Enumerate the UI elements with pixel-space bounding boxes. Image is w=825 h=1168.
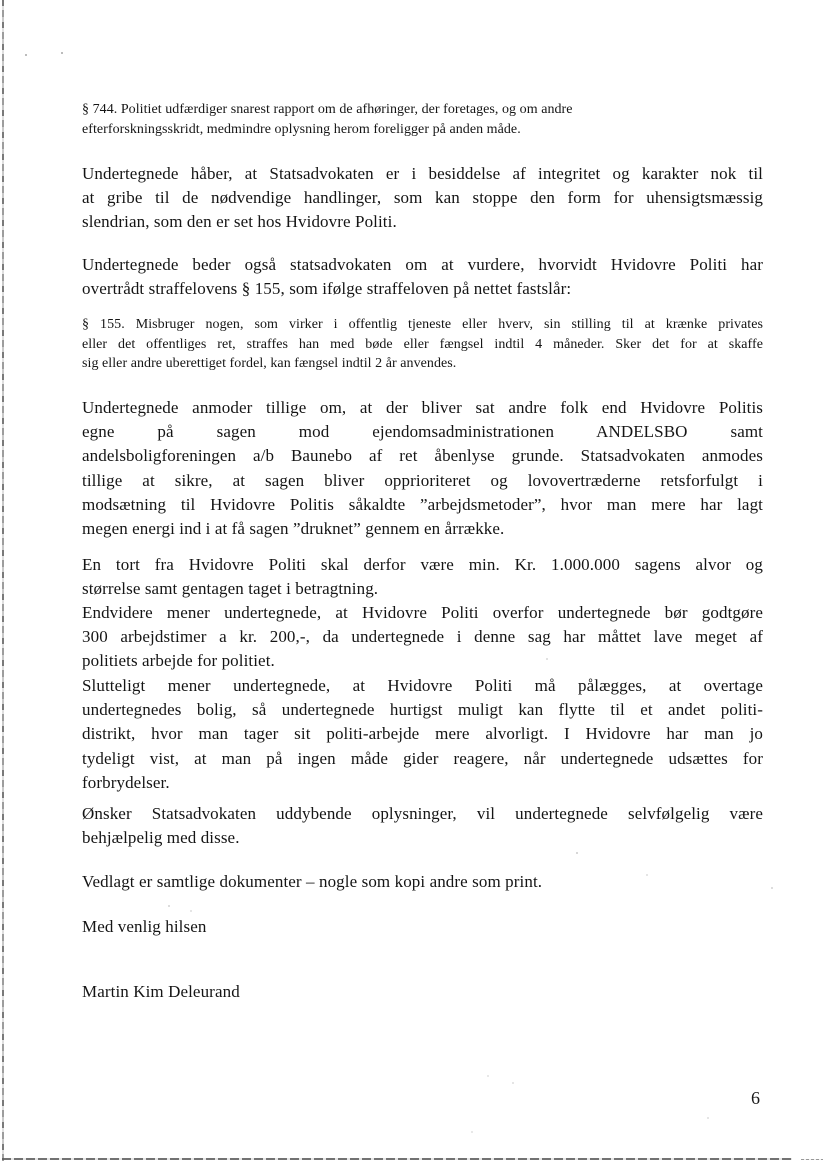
text-line: Martin Kim Deleurand <box>82 982 240 1001</box>
text-line: overtrådt straffelovens § 155, som ifølge straffeloven på nettet fastslår: <box>82 279 572 299</box>
text-line: megen energi ind i at få sagen ”druknet” gennem en årrække. <box>82 519 505 539</box>
paragraph-para-anmoder <box>82 396 763 541</box>
text-line: egne på sagen mod ejendomsadministrationen ANDELSBO samt <box>82 422 763 442</box>
scan-speck <box>61 52 63 54</box>
paragraph-para-endvidere <box>82 601 763 674</box>
text-line: § 155. Misbruger nogen, som virker i offentlig tjeneste eller hverv, sin stilling til at krænke privates <box>82 317 763 332</box>
text-line: tillige at sikre, at sagen bliver opprioriteret og lovovertræderne retsforfulgt i <box>82 470 763 490</box>
scan-speck <box>771 887 773 889</box>
scan-speck <box>512 1082 514 1084</box>
paragraph-statute-155 <box>82 315 763 374</box>
paragraph-para-vedlagt <box>82 870 763 894</box>
text-line: Undertegnede håber, at Statsadvokaten er i besiddelse af integritet og karakter nok til <box>82 164 763 183</box>
scan-speck <box>487 1075 489 1077</box>
text-line: Med venlig hilsen <box>82 917 207 936</box>
paragraph-statute-744 <box>82 100 763 139</box>
text-line: slendrian, som den er set hos Hvidovre Politi. <box>82 212 397 232</box>
text-line: efterforskningsskridt, medmindre oplysning herom foreligger på anden måde. <box>82 121 521 137</box>
text-line: Ønsker Statsadvokaten uddybende oplysninger, vil undertegnede selvfølgelig være <box>82 804 763 823</box>
text-line: Slutteligt mener undertegnede, at Hvidovre Politi må pålægges, at overtage <box>82 676 763 695</box>
text-line: behjælpelig med disse. <box>82 828 240 848</box>
text-line: eller det offentliges ret, straffes han med bøde eller fængsel indtil 4 måneder. Sker det for at skaffe <box>82 336 763 352</box>
scan-speck <box>646 874 648 876</box>
text-line: distrikt, hvor man tager sit politi-arbejde mere alvorligt. I Hvidovre har man jo <box>82 724 763 744</box>
text-line: Endvidere mener undertegnede, at Hvidovre Politi overfor undertegnede bør godtgøre <box>82 603 763 622</box>
scan-speck <box>25 54 27 56</box>
paragraph-signature-name <box>82 980 763 1004</box>
paragraph-para-oensker <box>82 802 763 850</box>
text-line: Undertegnede beder også statsadvokaten om at vurdere, hvorvidt Hvidovre Politi har <box>82 255 763 274</box>
text-line: størrelse samt gentagen taget i betragtning. <box>82 579 379 599</box>
paragraph-para-tort <box>82 553 763 601</box>
scan-speck <box>168 905 170 907</box>
text-line: Undertegnede anmoder tillige om, at der bliver sat andre folk end Hvidovre Politis <box>82 398 763 417</box>
scan-edge-bottom-line <box>2 1158 792 1160</box>
text-line: politiets arbejde for politiet. <box>82 651 275 671</box>
paragraph-para-slutteligt <box>82 674 763 795</box>
paragraph-closing-salutation <box>82 915 763 939</box>
text-line: Vedlagt er samtlige dokumenter – nogle som kopi andre som print. <box>82 872 543 891</box>
paragraph-para-haaber <box>82 162 763 235</box>
scan-speck <box>546 658 548 660</box>
scan-edge-bottom-fragment <box>801 1159 823 1160</box>
text-line: sig eller andre uberettiget fordel, kan fængsel indtil 2 år anvendes. <box>82 356 457 372</box>
scan-speck <box>471 1131 473 1133</box>
page-number: 6 <box>751 1088 760 1108</box>
scan-speck <box>190 910 192 912</box>
scan-edge-left-line <box>2 0 4 1161</box>
text-line: undertegnedes bolig, så undertegnede hurtigst muligt kan flytte til et andet politi- <box>82 700 763 720</box>
text-line: modsætning til Hvidovre Politis såkaldte ”arbejdsmetoder”, hvor man mere har lagt <box>82 494 763 514</box>
text-line: forbrydelser. <box>82 772 170 792</box>
text-line: at gribe til de nødvendige handlinger, som kan stoppe den form for uhensigtsmæssig <box>82 188 763 208</box>
text-line: En tort fra Hvidovre Politi skal derfor være min. Kr. 1.000.000 sagens alvor og <box>82 555 763 574</box>
text-line: andelsboligforeningen a/b Baunebo af ret åbenlyse grunde. Statsadvokaten anmodes <box>82 446 763 466</box>
text-line: tydeligt vist, at man på ingen måde gider reagere, når undertegnede udsættes for <box>82 748 763 768</box>
text-line: § 744. Politiet udfærdiger snarest rapport om de afhøringer, der foretages, og om andre <box>82 102 573 117</box>
text-line: 300 arbejdstimer a kr. 200,-, da undertegnede i denne sag har måttet lave meget af <box>82 627 763 647</box>
scan-speck <box>576 852 578 854</box>
paragraph-para-beder <box>82 253 763 301</box>
scan-speck <box>707 1117 709 1119</box>
